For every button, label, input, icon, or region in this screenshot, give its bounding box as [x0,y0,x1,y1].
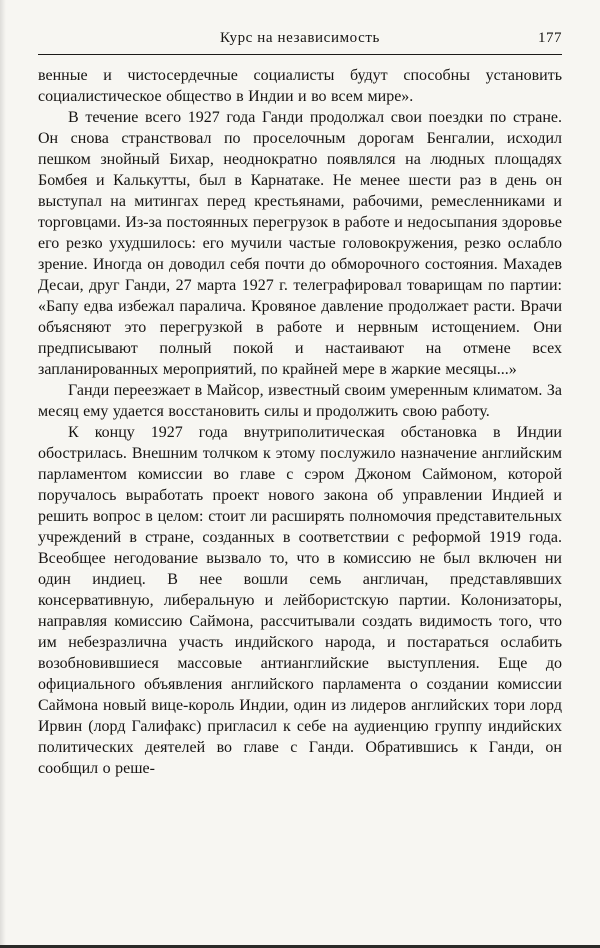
running-title: Курс на независимость [220,30,380,46]
paragraph: Ганди переезжает в Майсор, известный своим умеренным климатом. За месяц ему удается восстановить силы и продолжить свою работу. [38,382,563,420]
page-body [38,65,562,779]
paragraph-continuation: венные и чистосердечные социалисты будут способны установить социалистическое общество в Индии и во всем мире». [38,67,562,105]
paragraph: В течение всего 1927 года Ганди продолжал свои поездки по стране. Он снова странствовал по проселочным дорогам Бенгалии, исходил пешком знойный Бихар, неоднократно появлялся на людных площадях Бомбея и Калькутты, был в Карнатаке. Не менее шести раз в день он выступал на митингах перед крестьянами, рабочими, ремесленниками и торговцами. Из-за постоянных перегрузок в работе и недосыпания здоровье его резко ухудшилось: его мучили частые головокружения, резко ослабло зрение. Иногда он доводил себя почти до обморочного состояния. Махадев Десаи, друг Ганди, 27 марта 1927 г. телеграфировал товарищам по партии: «Бапу едва избежал паралича. Кровяное давление продолжает расти. Врачи объясняют это перегрузкой в работе и нервным истощением. Они предписывают полный покой и настаивают на отмене всех запланированных мероприятий, по крайней мере в жаркие месяцы...» [38,109,562,378]
header-rule [38,54,562,55]
page-header [38,30,562,50]
paragraph: К концу 1927 года внутриполитическая обстановка в Индии обострилась. Внешним толчком к этому послужило назначение английским парламентом комиссии во главе с сэром Джоном Саймоном, которой поручалось выработать проект нового закона об управлении Индией и решить вопрос в целом: стоит ли расширять полномочия представительных учреждений в стране, созданных в соответствии с реформой 1919 года. Всеобщее негодование вызвало то, что в комиссию не был включен ни один индиец. В нее вошли семь англичан, представлявших консервативную, либеральную и лейбористскую партии. Колонизаторы, направляя комиссию Саймона, рассчитывали создать видимость того, что им небезразлична участь индийского народа, и постараться ослабить возобновившиеся массовые антианглийские выступления. Еще до официального объявления английского парламента о создании комиссии Саймона новый вице-король Индии, один из лидеров английских тори лорд Ирвин (лорд Галифакс) пригласил к себе на аудиенцию группу индийских политических деятелей во главе с Ганди. Обратившись к Ганди, он сообщил о реше- [38,424,562,777]
page-number: 177 [538,30,562,46]
